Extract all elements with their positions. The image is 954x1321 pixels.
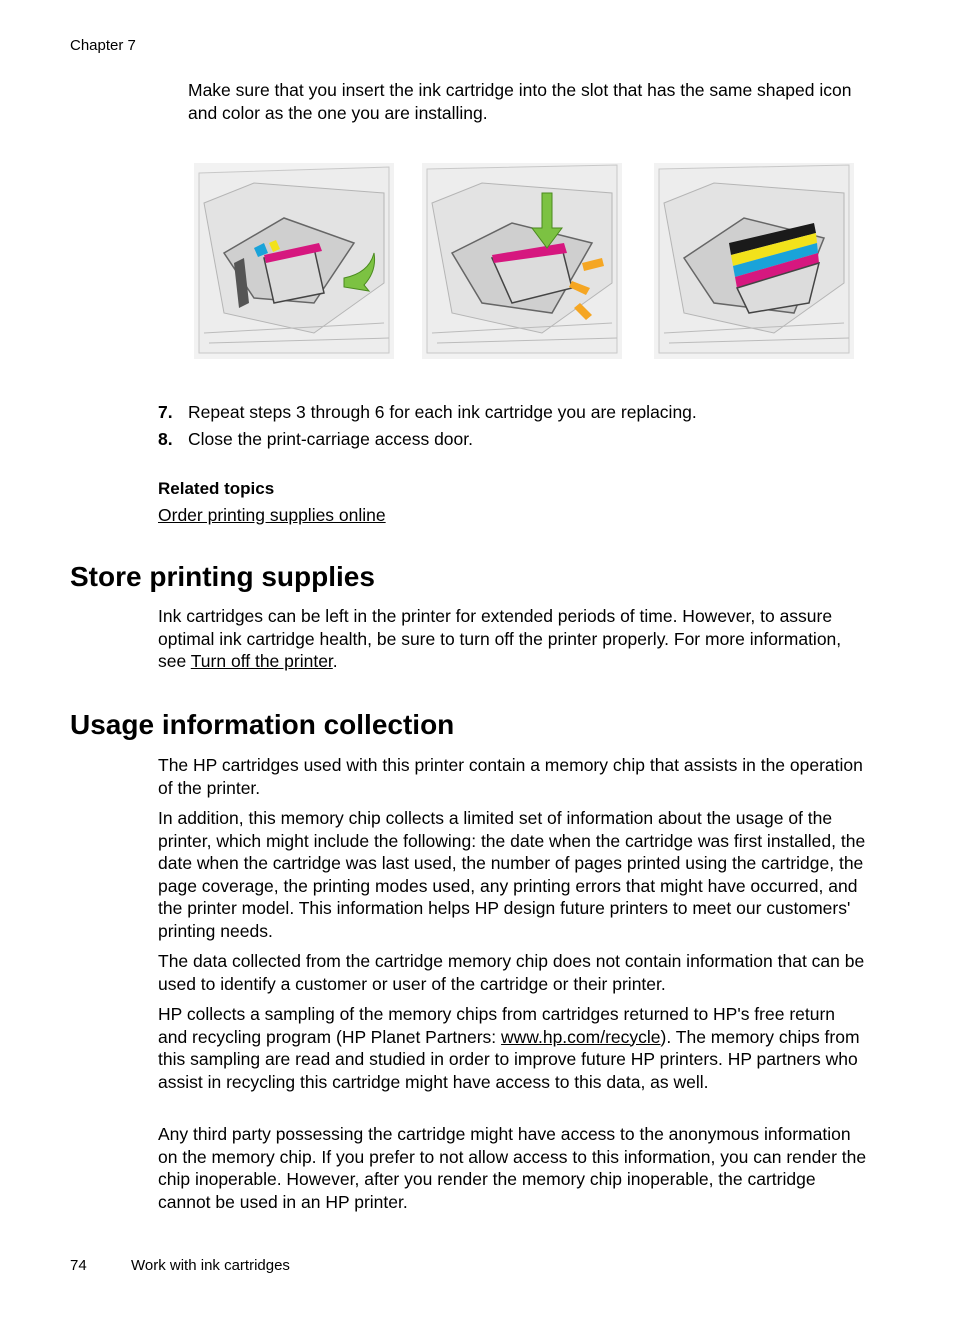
press-cartridge-down-illustration [422,163,622,359]
cartridges-installed-illustration [654,163,854,359]
intro-paragraph: Make sure that you insert the ink cartridge into the slot that has the same shaped icon and color as the one you are installing. [188,80,852,123]
store-paragraph [158,605,868,673]
step-number: 8. [158,429,173,449]
illustration-row [194,163,856,361]
usage-p4-text-end: ). The memory chips from this sampling are read and studied in order to improve future HP printers. HP partners who assist in recycling this cartridge might have access to this data, as well. [158,1026,860,1092]
usage-paragraph-4 [158,1003,868,1093]
footer-title: Work with ink cartridges [131,1257,290,1274]
page-number: 74 [70,1257,87,1274]
hp-recycle-link[interactable]: www.hp.com/recycle [501,1026,661,1047]
store-text: Ink cartridges can be left in the printer for extended periods of time. However, to assure optimal ink cartridge health, be sure to turn off the printer properly. For more information, see [158,606,842,671]
usage-paragraph-2: In addition, this memory chip collects a limited set of information about the usage of the printer, which might include the following: the date when the cartridge was first installed, the date when the cartridge was last used, the number of pages printed using the cartridge, the page coverage, the printing modes used, any printing errors that might have occurred, and the printer model. This information helps HP design future printers to meet our customers' printing needs. [158,808,866,941]
store-section-title: Store printing supplies [70,561,375,592]
step-text: Close the print-carriage access door. [188,429,473,449]
related-topics-heading: Related topics [158,479,275,498]
usage-section-title: Usage information collection [70,709,455,740]
usage-paragraph-1: The HP cartridges used with this printer contain a memory chip that assists in the operation of the printer. [158,755,863,798]
order-supplies-link[interactable]: Order printing supplies online [158,505,386,525]
step-number: 7. [158,402,173,422]
step-8 [158,428,473,451]
turn-off-printer-link[interactable]: Turn off the printer [190,651,333,671]
step-text: Repeat steps 3 through 6 for each ink cartridge you are replacing. [188,402,697,422]
usage-p4-text: HP collects a sampling of the memory chips from cartridges returned to HP's free return and recycling program (HP Planet Partners: [158,1004,836,1047]
chapter-header: Chapter 7 [70,37,136,54]
usage-paragraph-5: Any third party possessing the cartridge might have access to the anonymous information on the memory chip. If you prefer to not allow access to this information, you can render the chip inoperable. However, after you render the memory chip inoperable, the cartridge cannot be used in an HP printer. [158,1124,867,1212]
store-text-end: . [332,651,338,671]
insert-cartridge-illustration [194,163,394,359]
usage-paragraph-3: The data collected from the cartridge memory chip does not contain information that can be used to identify a customer or user of the cartridge or their printer. [158,951,865,994]
step-7 [158,401,697,424]
